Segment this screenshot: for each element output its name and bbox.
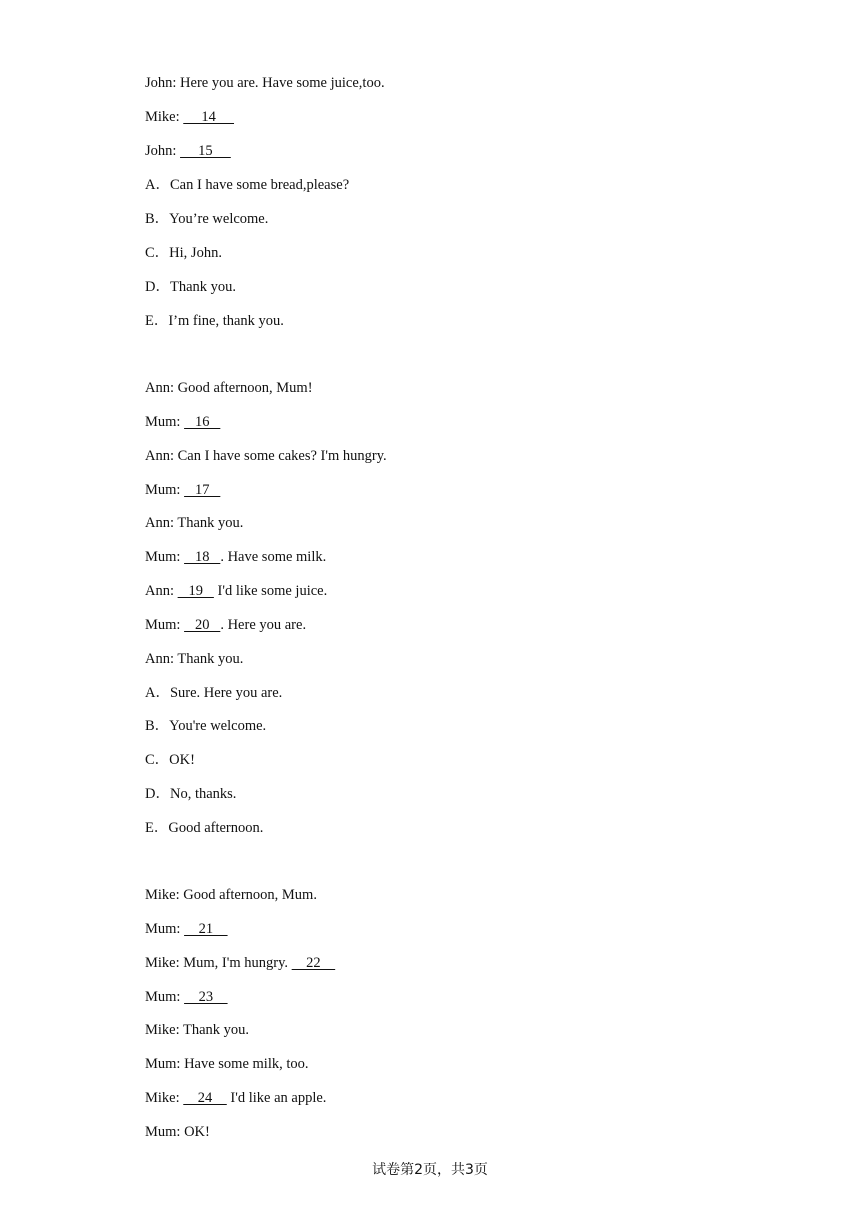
answer-blank-15[interactable]: 15 [180,143,231,159]
option-c: C．Hi, John. [145,245,222,261]
option-d: D．No, thanks. [145,786,237,802]
dialogue-line [145,108,234,126]
dialogue-line [145,142,231,160]
option-e: E．I’m fine, thank you. [145,313,284,329]
dialogue-line [145,988,228,1006]
dialogue-text: . Have some milk. [220,549,327,565]
dialogue-text: . Here you are. [220,617,307,633]
option-b: B．You’re welcome. [145,211,269,227]
answer-blank-16[interactable]: 16 [184,414,221,430]
dialogue-line [145,1089,326,1107]
dialogue-line: Mike: Thank you. [145,1022,250,1038]
dialogue-line: Mum: Have some milk, too. [145,1056,309,1072]
answer-blank-19[interactable]: 19 [177,583,214,599]
answer-blank-21[interactable]: 21 [184,921,228,937]
speaker: Mum: [145,989,185,1005]
dialogue-line: Ann: Good afternoon, Mum! [145,380,313,396]
dialogue-text: I'd like some juice. [213,583,328,599]
dialogue-text: I'd like an apple. [226,1090,327,1106]
option-e: E．Good afternoon. [145,820,264,836]
option-d: D．Thank you. [145,279,237,295]
speaker: Mum: [145,921,185,937]
dialogue-line: John: Here you are. Have some juice,too. [145,75,385,91]
dialogue-line [145,616,306,634]
dialogue-line: Mum: OK! [145,1124,210,1140]
speaker: Mum: [145,414,185,430]
dialogue-line: Mike: Good afternoon, Mum. [145,887,317,903]
speaker: Mike: [145,1090,184,1106]
dialogue-line [145,481,220,499]
dialogue-line: Ann: Thank you. [145,651,244,667]
speaker: Mum: [145,549,185,565]
dialogue-line: Ann: Thank you. [145,515,244,531]
answer-blank-22[interactable]: 22 [291,955,336,971]
option-c: C．OK! [145,752,195,768]
answer-blank-17[interactable]: 17 [184,482,221,498]
dialogue-line [145,920,228,938]
speaker: Mike: Mum, I'm hungry. [145,955,292,971]
page-footer: 试卷第2页，共3页 [372,1162,488,1178]
dialogue-line [145,954,335,972]
speaker: Mike: [145,109,184,125]
dialogue-line: Ann: Can I have some cakes? I'm hungry. [145,448,387,464]
speaker: Ann: [145,583,178,599]
answer-blank-24[interactable]: 24 [183,1090,227,1106]
answer-blank-14[interactable]: 14 [183,109,235,125]
answer-blank-23[interactable]: 23 [184,989,228,1005]
dialogue-line [145,582,327,600]
answer-blank-18[interactable]: 18 [184,549,221,565]
option-a: A．Sure. Here you are. [145,685,283,701]
option-a: A．Can I have some bread,please? [145,177,350,193]
option-b: B．You're welcome. [145,718,267,734]
speaker: John: [145,143,181,159]
dialogue-line [145,548,326,566]
dialogue-line [145,413,220,431]
answer-blank-20[interactable]: 20 [184,617,221,633]
speaker: Mum: [145,617,185,633]
speaker: Mum: [145,482,185,498]
